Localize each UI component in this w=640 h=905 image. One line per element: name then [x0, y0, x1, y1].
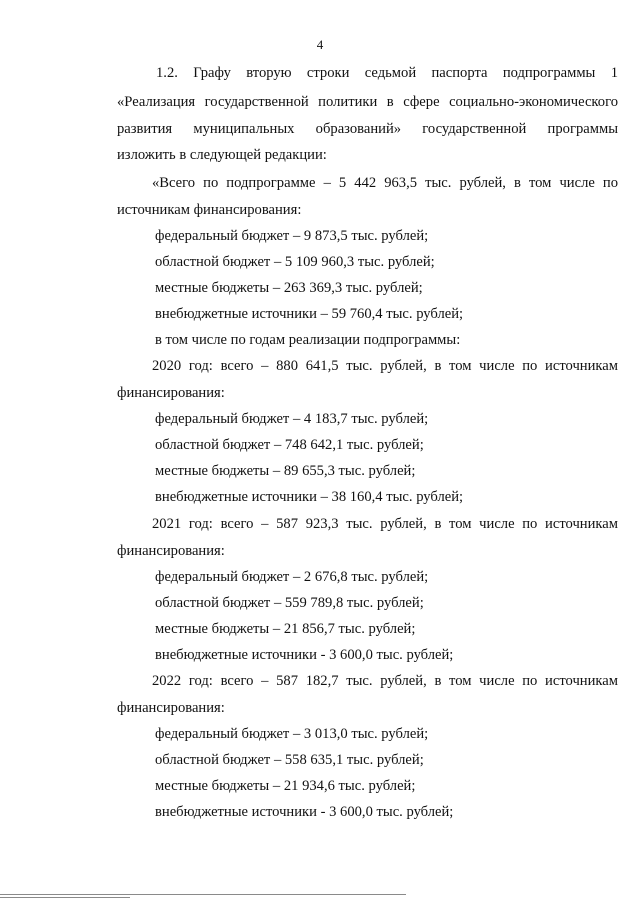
total-extrabudget: внебюджетные источники – 59 760,4 тыс. рублей;: [155, 306, 464, 322]
total-line-2: источникам финансирования:: [117, 202, 302, 218]
year-2021-line-1: 2021 год: всего – 587 923,3 тыс. рублей, в том числе по источникам: [152, 516, 618, 532]
year-2021-regional: областной бюджет – 559 789,8 тыс. рублей;: [155, 595, 424, 611]
year-2022-line-2: финансирования:: [117, 700, 225, 716]
intro-line-4: изложить в следующей редакции:: [117, 147, 327, 163]
year-2021-federal: федеральный бюджет – 2 676,8 тыс. рублей;: [155, 569, 429, 585]
total-regional: областной бюджет – 5 109 960,3 тыс. рублей;: [155, 254, 435, 270]
year-2022-regional: областной бюджет – 558 635,1 тыс. рублей;: [155, 752, 424, 768]
intro-line-3: развития муниципальных образований» государственной программы: [117, 121, 618, 137]
year-2021-line-2: финансирования:: [117, 543, 225, 559]
year-2020-federal: федеральный бюджет – 4 183,7 тыс. рублей;: [155, 411, 429, 427]
footer-rule: [0, 894, 406, 895]
year-2020-local: местные бюджеты – 89 655,3 тыс. рублей;: [155, 463, 416, 479]
intro-line-1: 1.2. Графу вторую строки седьмой паспорта подпрограммы 1: [156, 65, 618, 81]
year-2020-extrabudget: внебюджетные источники – 38 160,4 тыс. рублей;: [155, 489, 464, 505]
total-federal: федеральный бюджет – 9 873,5 тыс. рублей;: [155, 228, 429, 244]
year-2020-line-2: финансирования:: [117, 385, 225, 401]
year-2020-regional: областной бюджет – 748 642,1 тыс. рублей;: [155, 437, 424, 453]
footer-rule-short: [0, 897, 130, 898]
page-number: 4: [316, 37, 324, 52]
year-2021-extrabudget: внебюджетные источники - 3 600,0 тыс. рублей;: [155, 647, 454, 663]
year-2022-local: местные бюджеты – 21 934,6 тыс. рублей;: [155, 778, 416, 794]
total-line-1: «Всего по подпрограмме – 5 442 963,5 тыс. рублей, в том числе по: [152, 175, 618, 191]
year-2022-federal: федеральный бюджет – 3 013,0 тыс. рублей;: [155, 726, 429, 742]
year-2020-line-1: 2020 год: всего – 880 641,5 тыс. рублей, в том числе по источникам: [152, 358, 618, 374]
year-2022-extrabudget: внебюджетные источники - 3 600,0 тыс. рублей;: [155, 804, 454, 820]
total-by-years: в том числе по годам реализации подпрограммы:: [155, 332, 461, 348]
total-local: местные бюджеты – 263 369,3 тыс. рублей;: [155, 280, 423, 296]
intro-line-2: «Реализация государственной политики в сфере социально-экономического: [117, 94, 618, 110]
year-2021-local: местные бюджеты – 21 856,7 тыс. рублей;: [155, 621, 416, 637]
year-2022-line-1: 2022 год: всего – 587 182,7 тыс. рублей, в том числе по источникам: [152, 673, 618, 689]
